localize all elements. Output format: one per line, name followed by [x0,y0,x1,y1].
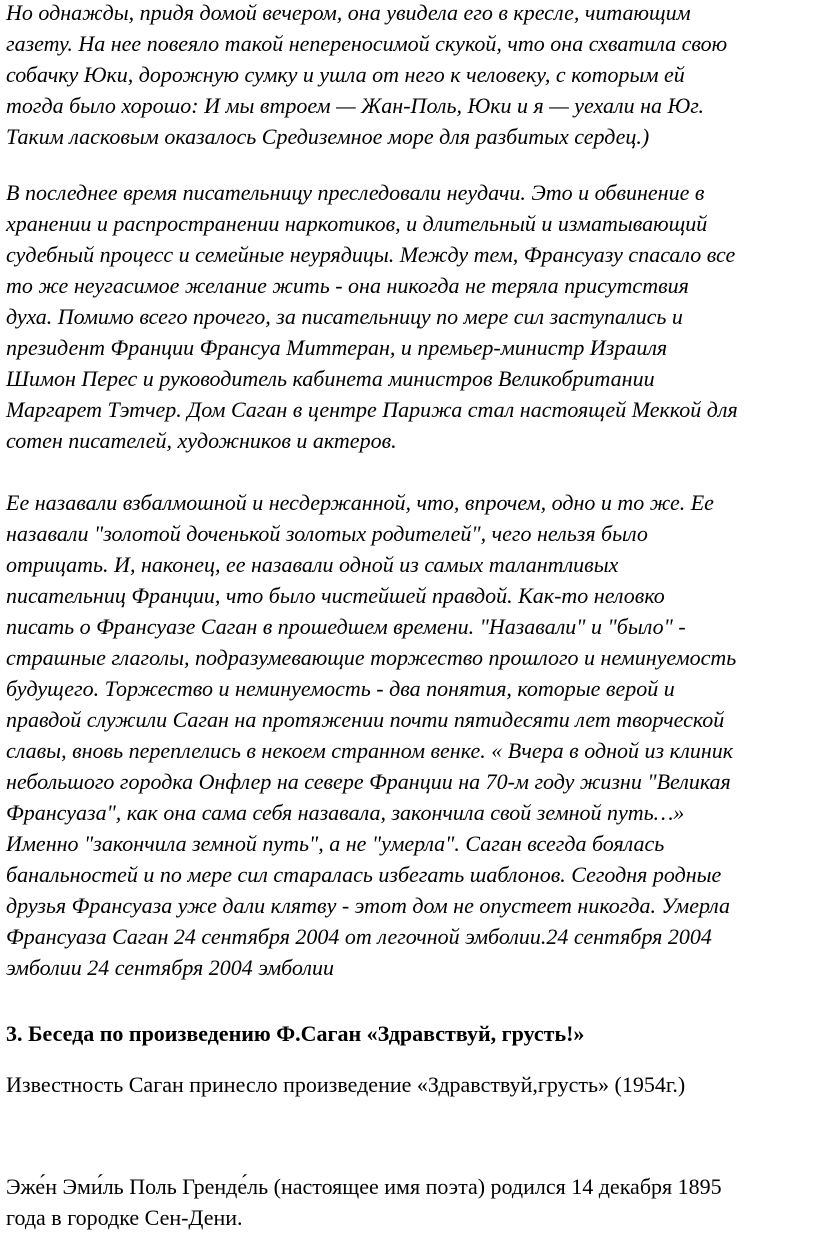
paragraph-regular-1: Известность Саган принесло произведение «Здравствуй,грусть» (1954г.) [6,1072,686,1097]
paragraph-italic-3: Ее назавали взбалмошной и несдержанной, что, впрочем, одно и то же. Ее назавали "золотой доченькой золотых родителей", чего нельзя было отрицать. И, наконец, ее назавали одной из самых талантливых писательниц Франции, что было чистейшей правдой. Как-то неловко писать о Франсуазе Саган в прошедшем времени. "Назавали" и "было" - страшные глаголы, подразумевающие торжество прошлого и неминуемость будущего. Торжество и неминуемость - два понятия, которые верой и правдой служили Саган на протяжении почти пятидесяти лет творческой славы, вновь переплелись в некоем странном венке. « Вчера в одной из клиник небольшого городка Онфлер на севере Франции на 70-м году жизни "Великая Франсуаза", как она сама себя назавала, закончила свой земной путь…» Именно "закончила земной путь", а не "умерла". Саган всегда боялась банальностей и по мере сил старалась избегать шаблонов. Сегодня родные друзья Франсуаза уже дали клятву - этот дом не опустеет никогда. Умерла Франсуаза Саган 24 сентября 2004 от легочной эмболии.24 сентября 2004 эмболии 24 сентября 2004 эмболии [6,490,737,980]
paragraph-regular-2: Эже́н Эми́ль Поль Гренде́ль (настоящее имя поэта) родился 14 декабря 1895 года в городке Сен-Дени. [6,1174,722,1230]
section-heading: 3. Беседа по произведению Ф.Саган «Здравствуй, грусть!» [6,1021,585,1046]
paragraph-italic-2: В последнее время писательницу преследовали неудачи. Это и обвинение в хранении и распространении наркотиков, и длительный и изматывающий судебный процесс и семейные неурядицы. Между тем, Франсуазу спасало все то же неугасимое желание жить - она никогда не теряла присутствия духа. Помимо всего прочего, за писательницу по мере сил заступались и президент Франции Франсуа Миттеран, и премьер-министр Израиля Шимон Перес и руководитель кабинета министров Великобритании Маргарет Тэтчер. Дом Саган в центре Парижа стал настоящей Меккой для сотен писателей, художников и актеров. [6,180,738,453]
paragraph-italic-1: Но однажды, придя домой вечером, она увидела его в кресле, читающим газету. На нее повеяло такой непереносимой скукой, что она схватила свою собачку Юки, дорожную сумку и ушла от него к человеку, с которым ей тогда было хорошо: И мы втроем — Жан-Поль, Юки и я — уехали на Юг. Таким ласковым оказалось Средиземное море для разбитых сердец.) [6,0,728,149]
